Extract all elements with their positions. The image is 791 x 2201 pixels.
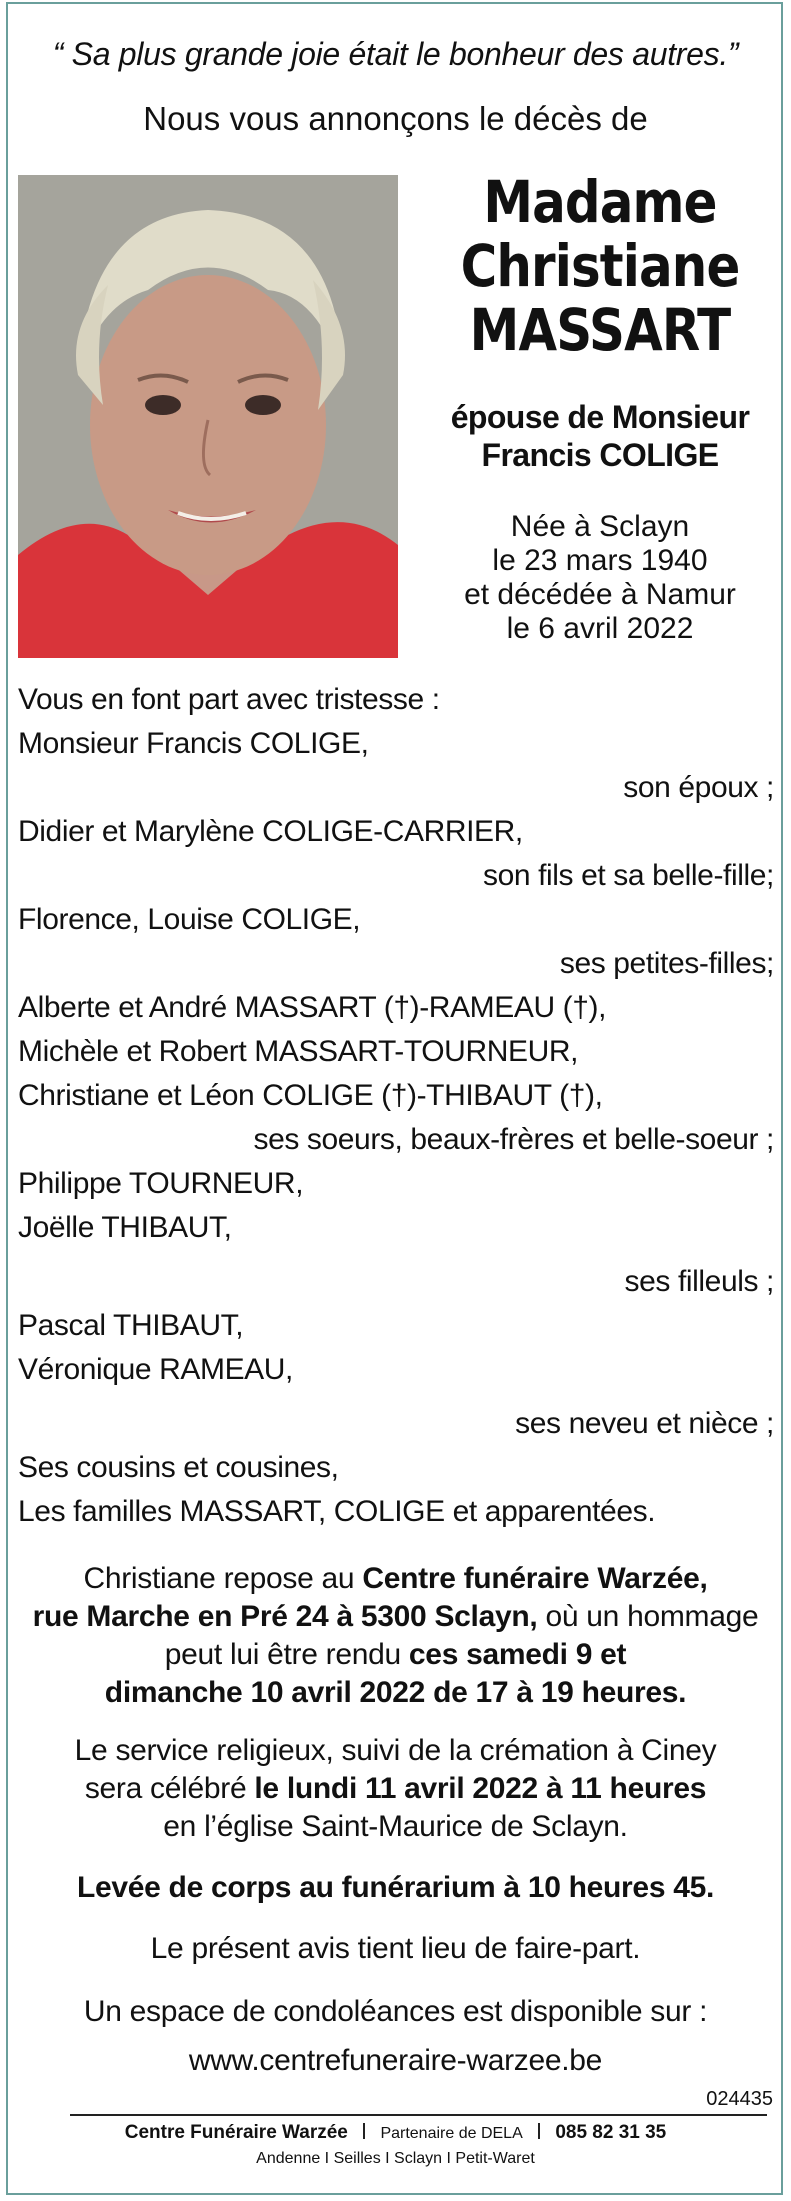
- portrait-illustration: [18, 175, 398, 658]
- service-church: en l’église Saint-Maurice de Sclayn.: [163, 1810, 628, 1843]
- condoleances-note: Un espace de condoléances est disponible sur :: [83, 1995, 708, 2028]
- repose-text: Christiane repose au: [83, 1562, 363, 1595]
- family-line: Didier et Marylène COLIGE-CARRIER,: [18, 815, 523, 848]
- partner-text: Partenaire de DELA: [380, 2125, 523, 2142]
- family-relation: ses soeurs, beaux-frères et belle-soeur ;: [253, 1123, 774, 1156]
- family-list: [18, 678, 774, 1534]
- repose-paragraph: [0, 1560, 791, 1712]
- deceased-name-block: [420, 170, 780, 362]
- family-relation: ses petites-filles;: [559, 947, 774, 980]
- family-line: Les familles MASSART, COLIGE et apparentées.: [18, 1495, 656, 1528]
- portrait-photo: [18, 175, 398, 658]
- family-line: Véronique RAMEAU,: [18, 1353, 293, 1386]
- company-name: Centre Funéraire Warzée: [124, 2122, 348, 2143]
- family-relation: ses filleuls ;: [624, 1265, 774, 1298]
- visitation-hours: dimanche 10 avril 2022 de 17 à 19 heures.: [104, 1676, 687, 1709]
- name-last: MASSART: [469, 296, 731, 364]
- family-line: Alberte et André MASSART (†)-RAMEAU (†),: [18, 991, 607, 1024]
- birth-death-block: [420, 510, 780, 646]
- epitaph-quote: “ Sa plus grande joie était le bonheur des autres.”: [52, 36, 739, 72]
- name-title: Madame: [483, 168, 717, 236]
- announcement-intro: Nous vous annonçons le décès de: [143, 100, 648, 137]
- birth-date: le 23 mars 1940: [492, 544, 708, 577]
- service-date: le lundi 11 avril 2022 à 11 heures: [254, 1772, 707, 1805]
- family-intro: Vous en font part avec tristesse :: [18, 683, 440, 716]
- website-link[interactable]: www.centrefuneraire-warzee.be: [188, 2044, 603, 2077]
- repose-text: où un hommage: [537, 1600, 759, 1633]
- family-line: Michèle et Robert MASSART-TOURNEUR,: [18, 1035, 579, 1068]
- family-relation: son époux ;: [623, 771, 774, 804]
- family-line: Ses cousins et cousines,: [18, 1451, 339, 1484]
- family-line: Monsieur Francis COLIGE,: [18, 727, 369, 760]
- spouse-block: [420, 398, 780, 474]
- funeral-home-name: Centre funéraire Warzée,: [362, 1562, 708, 1595]
- spouse-line-1: épouse de Monsieur: [450, 399, 750, 435]
- family-relation: son fils et sa belle-fille;: [482, 859, 774, 892]
- family-line: Philippe TOURNEUR,: [18, 1167, 304, 1200]
- family-relation: ses neveu et nièce ;: [515, 1407, 774, 1440]
- death-place: et décédée à Namur: [464, 578, 736, 611]
- birth-place: Née à Sclayn: [510, 510, 690, 543]
- family-line: Joëlle THIBAUT,: [18, 1211, 232, 1244]
- family-line: Christiane et Léon COLIGE (†)-THIBAUT (†),: [18, 1079, 603, 1112]
- footer-locations: Andenne I Seilles I Sclayn I Petit-Waret: [256, 2150, 535, 2167]
- footer-divider: [70, 2114, 767, 2116]
- footer-line: [0, 2122, 791, 2144]
- levee-text: Levée de corps au funérarium à 10 heures 45.: [76, 1871, 715, 1904]
- faire-part-note: Le présent avis tient lieu de faire-part.: [150, 1932, 641, 1965]
- separator: [363, 2123, 365, 2139]
- death-date: le 6 avril 2022: [506, 612, 694, 645]
- service-line: Le service religieux, suivi de la crémation à Ciney: [74, 1734, 717, 1767]
- funeral-home-address: rue Marche en Pré 24 à 5300 Sclayn,: [32, 1600, 538, 1633]
- family-line: Florence, Louise COLIGE,: [18, 903, 361, 936]
- family-line: Pascal THIBAUT,: [18, 1309, 244, 1342]
- service-text: sera célébré: [84, 1772, 255, 1805]
- service-paragraph: [0, 1732, 791, 1846]
- separator: [538, 2123, 540, 2139]
- repose-text: peut lui être rendu: [164, 1638, 409, 1671]
- phone-number[interactable]: 085 82 31 35: [555, 2122, 667, 2143]
- levee-de-corps: [0, 1869, 791, 1907]
- spouse-line-2: Francis COLIGE: [481, 437, 719, 473]
- visitation-days: ces samedi 9 et: [408, 1638, 627, 1671]
- notice-code: 024435: [706, 2088, 773, 2110]
- name-first: Christiane: [460, 232, 740, 300]
